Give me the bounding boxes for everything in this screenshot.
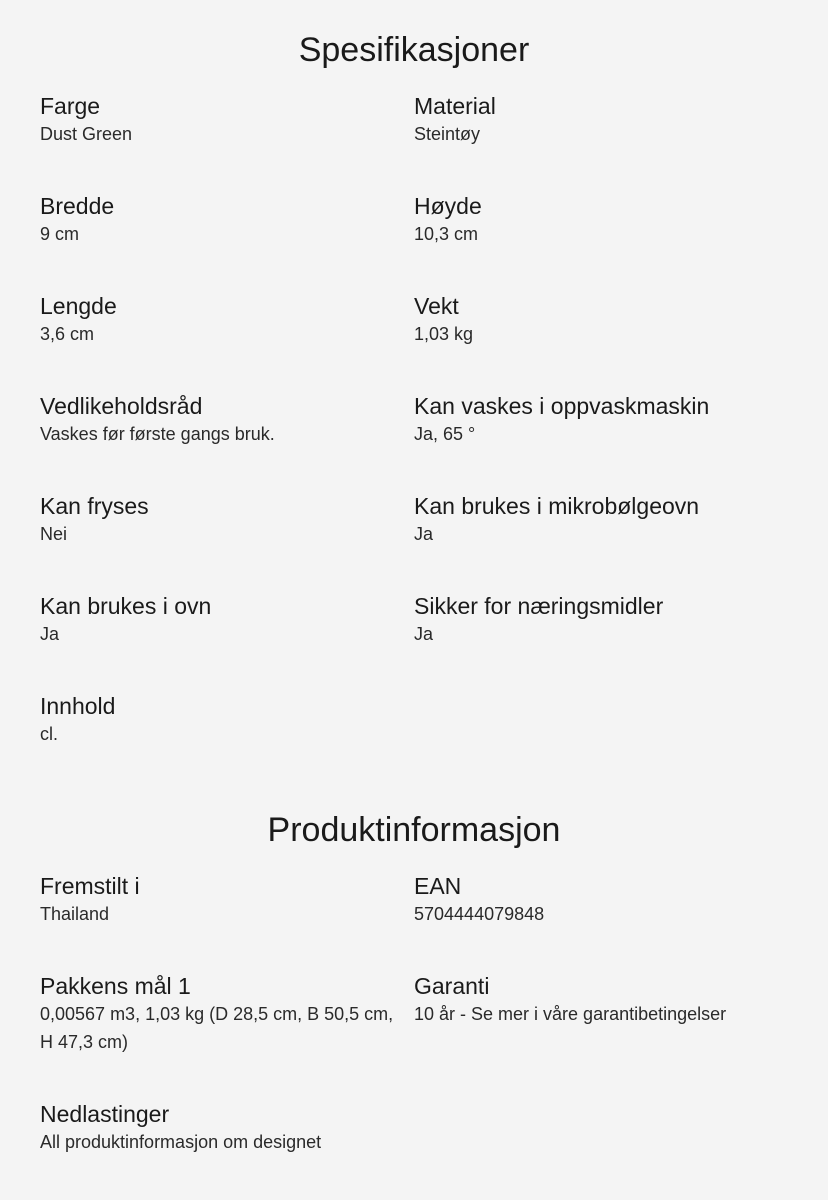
spec-value: 1,03 kg [414, 324, 474, 344]
spec-label: Fremstilt i [40, 873, 140, 899]
spec-item [414, 492, 788, 592]
spec-label: Kan brukes i ovn [40, 593, 212, 619]
spec-item [40, 1100, 414, 1200]
product-info-section [0, 790, 828, 1200]
spec-label: Material [414, 93, 496, 119]
spec-value: Dust Green [40, 124, 133, 144]
spec-label: Høyde [414, 193, 482, 219]
spec-label: Kan vaskes i oppvaskmaskin [414, 393, 710, 419]
spec-item [414, 972, 788, 1100]
spec-item [40, 192, 414, 292]
spec-item [40, 972, 414, 1100]
spec-value: 0,00567 m3, 1,03 kg (D 28,5 cm, B 50,5 cm, H 47,3 cm) [40, 1004, 394, 1052]
spec-item [414, 92, 788, 192]
spec-label: EAN [414, 873, 462, 899]
spec-label: Lengde [40, 293, 117, 319]
specifications-title: Spesifikasjoner [298, 31, 530, 69]
spec-item [414, 392, 788, 492]
spec-value: 5704444079848 [414, 904, 545, 924]
spec-value: 9 cm [40, 224, 80, 244]
spec-value: Ja [414, 624, 434, 644]
product-info-title: Produktinformasjon [267, 811, 561, 849]
spec-value: 10,3 cm [414, 224, 479, 244]
specifications-grid [0, 92, 828, 792]
spec-label: Kan brukes i mikrobølgeovn [414, 493, 700, 519]
spec-label: Pakkens mål 1 [40, 973, 191, 999]
spec-label: Nedlastinger [40, 1101, 170, 1127]
spec-label: Bredde [40, 193, 115, 219]
spec-item [40, 92, 414, 192]
spec-item [414, 292, 788, 392]
spec-value: Ja [414, 524, 434, 544]
spec-item [40, 692, 414, 792]
spec-label: Vekt [414, 293, 459, 319]
spec-value: Vaskes før første gangs bruk. [40, 424, 275, 444]
spec-value: Nei [40, 524, 68, 544]
spec-item [40, 292, 414, 392]
spec-item [40, 392, 414, 492]
spec-value[interactable]: 10 år - Se mer i våre garantibetingelser [414, 1004, 727, 1024]
spec-value[interactable]: All produktinformasjon om designet [40, 1132, 322, 1152]
spec-value: cl. [40, 724, 58, 744]
spec-label: Vedlikeholdsråd [40, 393, 203, 419]
spec-value: 3,6 cm [40, 324, 95, 344]
spec-item [40, 872, 414, 972]
spec-label: Garanti [414, 973, 490, 999]
spec-label: Sikker for næringsmidler [414, 593, 664, 619]
spec-label: Farge [40, 93, 101, 119]
spec-item [414, 592, 788, 692]
spec-value: Thailand [40, 904, 110, 924]
spec-value: Steintøy [414, 124, 481, 144]
spec-value: Ja, 65 ° [414, 424, 476, 444]
spec-item [414, 872, 788, 972]
spec-item [414, 192, 788, 292]
spec-label: Innhold [40, 693, 116, 719]
spec-item [40, 592, 414, 692]
spec-value: Ja [40, 624, 60, 644]
spec-label: Kan fryses [40, 493, 149, 519]
product-info-grid [0, 872, 828, 1200]
spec-item [40, 492, 414, 592]
